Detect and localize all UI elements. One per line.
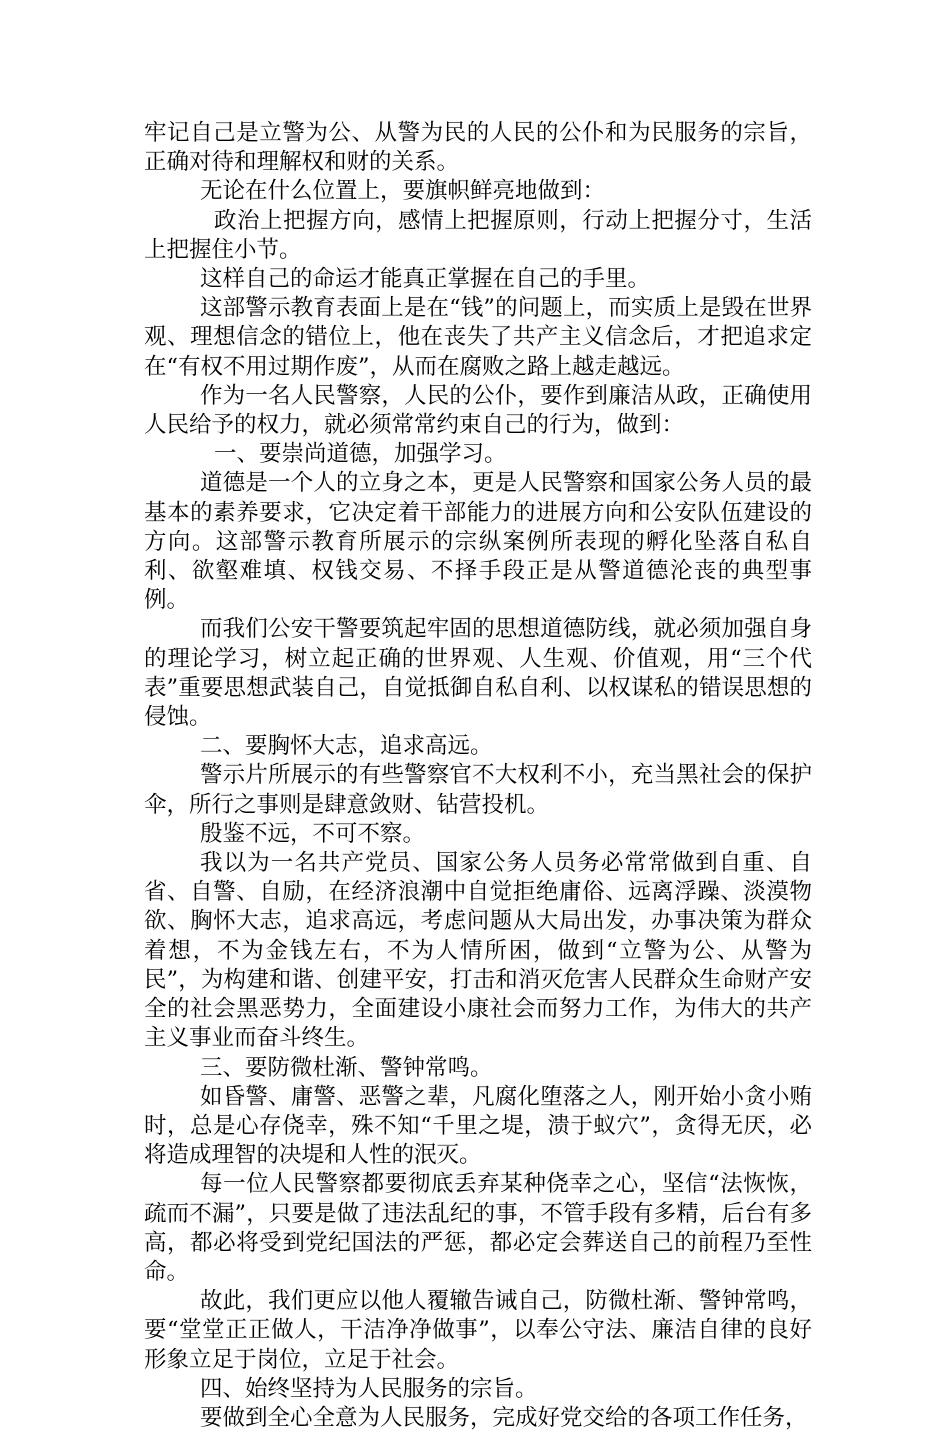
paragraph: 而我们公安干警要筑起牢固的思想道德防线，就必须加强自身的理论学习，树立起正确的世界观、人生观、价值观，用“三个代表”重要思想武装自己，自觉抵御自私自利、以权谋私的错误思想的侵蚀。 — [144, 616, 812, 731]
section-heading: 四、始终坚持为人民服务的宗旨。 — [200, 1375, 538, 1402]
paragraph: 殷鉴不远，不可不察。 — [200, 820, 426, 847]
paragraph: 无论在什么位置上，要旗帜鲜亮地做到： — [200, 178, 606, 205]
paragraph: 政治上把握方向，感情上把握原则，行动上把握分寸，生活上把握住小节。 — [144, 207, 812, 263]
document-body — [144, 119, 812, 1433]
paragraph: 这样自己的命运才能真正掌握在自己的手里。 — [200, 266, 651, 293]
paragraph: 作为一名人民警察，人民的公仆，要作到廉洁从政，正确使用人民给予的权力，就必须常常约束自己的行为，做到： — [144, 382, 812, 439]
paragraph: 警示片所展示的有些警察官不大权利不小，充当黑社会的保护伞，所行之事则是肆意敛财、钻营投机。 — [144, 762, 812, 818]
section-heading: 三、要防微杜渐、警钟常鸣。 — [200, 1054, 493, 1081]
paragraph: 道德是一个人的立身之本，更是人民警察和国家公务人员的最基本的素养要求，它决定着干部能力的进展方向和公安队伍建设的方向。这部警示教育所展示的宗纵案例所表现的孵化坠落自私自利、欲壑难填、权钱交易、不择手段正是从警道德沦丧的典型事例。 — [144, 470, 812, 614]
paragraph: 这部警示教育表面上是在“钱”的问题上，而实质上是毁在世界观、理想信念的错位上，他在丧失了共产主义信念后，才把追求定在“有权不用过期作废”，从而在腐败之路上越走越远。 — [144, 295, 812, 380]
paragraph: 如昏警、庸警、恶警之辈，凡腐化堕落之人，刚开始小贪小贿时，总是心存侥幸，殊不知“千里之堤，溃于蚁穴”，贪得无厌，必将造成理智的决堤和人性的泯灭。 — [144, 1083, 812, 1169]
section-heading: 一、要崇尚道德，加强学习。 — [214, 441, 507, 468]
paragraph: 牢记自己是立警为公、从警为民的人民的公仆和为民服务的宗旨，正确对待和理解权和财的关系。 — [144, 120, 812, 176]
paragraph: 故此，我们更应以他人覆辙告诫自己，防微杜渐、警钟常鸣，要“堂堂正正做人，干洁净净做事”，以奉公守法、廉洁自律的良好形象立足于岗位，立足于社会。 — [144, 1288, 812, 1373]
section-heading: 二、要胸怀大志，追求高远。 — [200, 733, 493, 760]
paragraph: 要做到全心全意为人民服务，完成好党交给的各项工作任务， — [200, 1404, 808, 1431]
paragraph: 每一位人民警察都要彻底丢弃某种侥幸之心，坚信“法恢恢，疏而不漏”，只要是做了违法乱纪的事，不管手段有多精，后台有多高，都必将受到党纪国法的严惩，都必定会葬送自己的前程乃至性命。 — [144, 1171, 812, 1285]
paragraph: 我以为一名共产党员、国家公务人员务必常常做到自重、自省、自警、自励，在经济浪潮中自觉拒绝庸俗、远离浮躁、淡漠物欲、胸怀大志，追求高远，考虑问题从大局出发，办事决策为群众着想，不为金钱左右，不为人情所困，做到“立警为公、从警为民”，为构建和谐、创建平安，打击和消灭危害人民群众生命财产安全的社会黑恶势力，全面建设小康社会而努力工作，为伟大的共产主义事业而奋斗终生。 — [144, 850, 812, 1052]
